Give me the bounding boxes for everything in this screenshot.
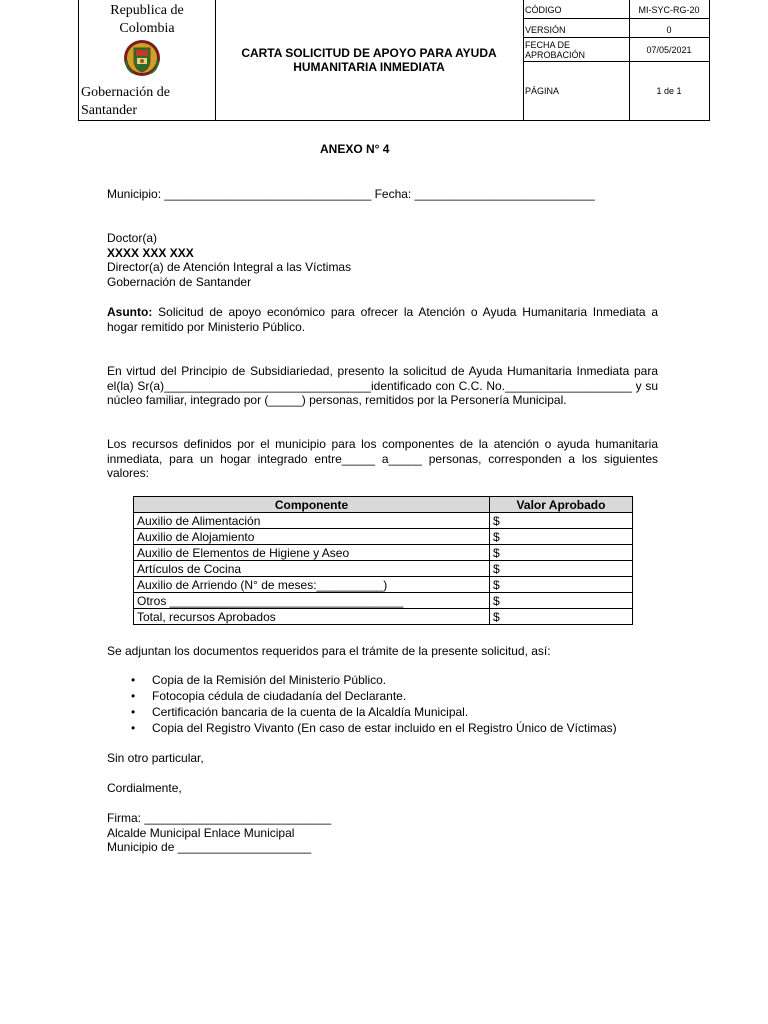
table-row [134,561,633,577]
value-cell: $ [490,545,633,561]
signature-line: Firma: ____________________________ [107,811,332,825]
version-label: VERSIÓN [525,25,566,35]
closing-line: Sin otro particular, [107,751,204,765]
document-header [78,0,710,121]
subject-text: Solicitud de apoyo económico para ofrecer la Atención o Ayuda Humanitaria Inmediata a hogar remitido por Ministerio Público. [107,305,658,334]
table-header-row [134,497,633,513]
table-row [134,513,633,529]
value-cell: $ [490,577,633,593]
component-cell: Total, recursos Aprobados [134,609,490,625]
document-item-text: Copia de la Remisión del Ministerio Público. [152,673,387,687]
required-documents-list [107,672,617,736]
table-row [134,545,633,561]
document-title [231,46,506,74]
list-item [107,688,617,704]
value-cell: $ [490,561,633,577]
closing-greeting: Cordialmente, [107,781,182,795]
divider [523,61,629,62]
date-label-2: APROBACIÓN [525,50,586,60]
country-line-2: Colombia [119,21,175,36]
document-item-text: Fotocopia cédula de ciudadanía del Declarante. [152,689,407,703]
recipient-salutation: Doctor(a) [107,231,158,245]
bullet-icon: • [131,673,136,687]
header-labels-cell [523,0,630,120]
bullet-icon: • [131,721,136,735]
municipality-date-line: Municipio: _______________________________ Fecha: ___________________________ [107,187,595,201]
component-cell: Auxilio de Alojamiento [134,529,490,545]
value-cell: $ [490,593,633,609]
resources-paragraph: Los recursos definidos por el municipio para los componentes de la atención o ayuda humanitaria inmediata, para un hogar integrado entre_____ a_____ personas, corresponden a los siguientes valores: [107,437,658,480]
title-line-2: HUMANITARIA INMEDIATA [293,60,445,74]
value-cell: $ [490,609,633,625]
table-row [134,609,633,625]
divider [523,37,629,38]
column-header: Componente [134,497,490,513]
documents-intro: Se adjuntan los documentos requeridos para el trámite de la presente solicitud, así: [107,644,551,658]
bullet-icon: • [131,705,136,719]
annex-title: ANEXO N° 4 [320,142,390,156]
value-cell: $ [490,513,633,529]
header-title-cell [215,0,524,120]
version-value: 0 [666,25,672,35]
component-cell: Otros ___________________________________ [134,593,490,609]
recipient-name: XXXX XXX XXX [107,245,194,260]
subject-paragraph [107,305,658,334]
title-line-1: CARTA SOLICITUD DE APOYO PARA AYUDA [241,46,497,60]
component-cell: Auxilio de Elementos de Higiene y Aseo [134,545,490,561]
header-entity-cell [79,0,216,120]
table-row [134,529,633,545]
divider [629,37,709,38]
date-value: 07/05/2021 [646,45,692,55]
table-row [134,593,633,609]
recipient-block [107,231,658,289]
country-line-1: Republica de [110,3,184,18]
component-cell: Auxilio de Arriendo (N° de meses:__________) [134,577,490,593]
subject-label: Asunto: [107,305,153,319]
page-value: 1 de 1 [656,86,682,96]
bullet-icon: • [131,689,136,703]
divider [629,61,709,62]
page-label: PÁGINA [525,86,560,96]
divider [523,18,629,19]
header-values-cell [629,0,709,120]
signer-municipality: Municipio de ____________________ [107,840,312,854]
signer-role: Alcalde Municipal Enlace Municipal [107,825,295,840]
table-row [134,577,633,593]
date-label-1: FECHA DE [525,40,571,50]
document-item-text: Certificación bancaria de la cuenta de la Alcaldía Municipal. [152,705,469,719]
gov-line-2: Santander [81,103,137,118]
document-item-text: Copia del Registro Vivanto (En caso de estar incluido en el Registro Único de Víctimas) [152,721,617,735]
component-cell: Auxilio de Alimentación [134,513,490,529]
value-cell: $ [490,529,633,545]
component-cell: Artículos de Cocina [134,561,490,577]
signature-block [107,811,658,855]
request-paragraph: En virtud del Principio de Subsidiariedad, presento la solicitud de Ayuda Humanitaria Inmediata para el(la) Sr(a)_______________________________identificado con C.C. No.___________________ y su núcleo familiar, integrado por (_____) personas, remitidos por la Personería Municipal. [107,364,658,407]
code-value: MI-SYC-RG-20 [638,5,700,15]
recipient-entity: Gobernación de Santander [107,274,252,289]
divider [629,18,709,19]
column-header: Valor Aprobado [490,497,633,513]
gov-line-1: Gobernación de [81,85,171,100]
coat-of-arms-icon [123,38,161,78]
list-item [107,720,617,736]
code-label: CÓDIGO [525,5,562,15]
approved-values-table [133,496,633,625]
list-item [107,672,617,688]
list-item [107,704,617,720]
recipient-position: Director(a) de Atención Integral a las Víctimas [107,260,352,274]
